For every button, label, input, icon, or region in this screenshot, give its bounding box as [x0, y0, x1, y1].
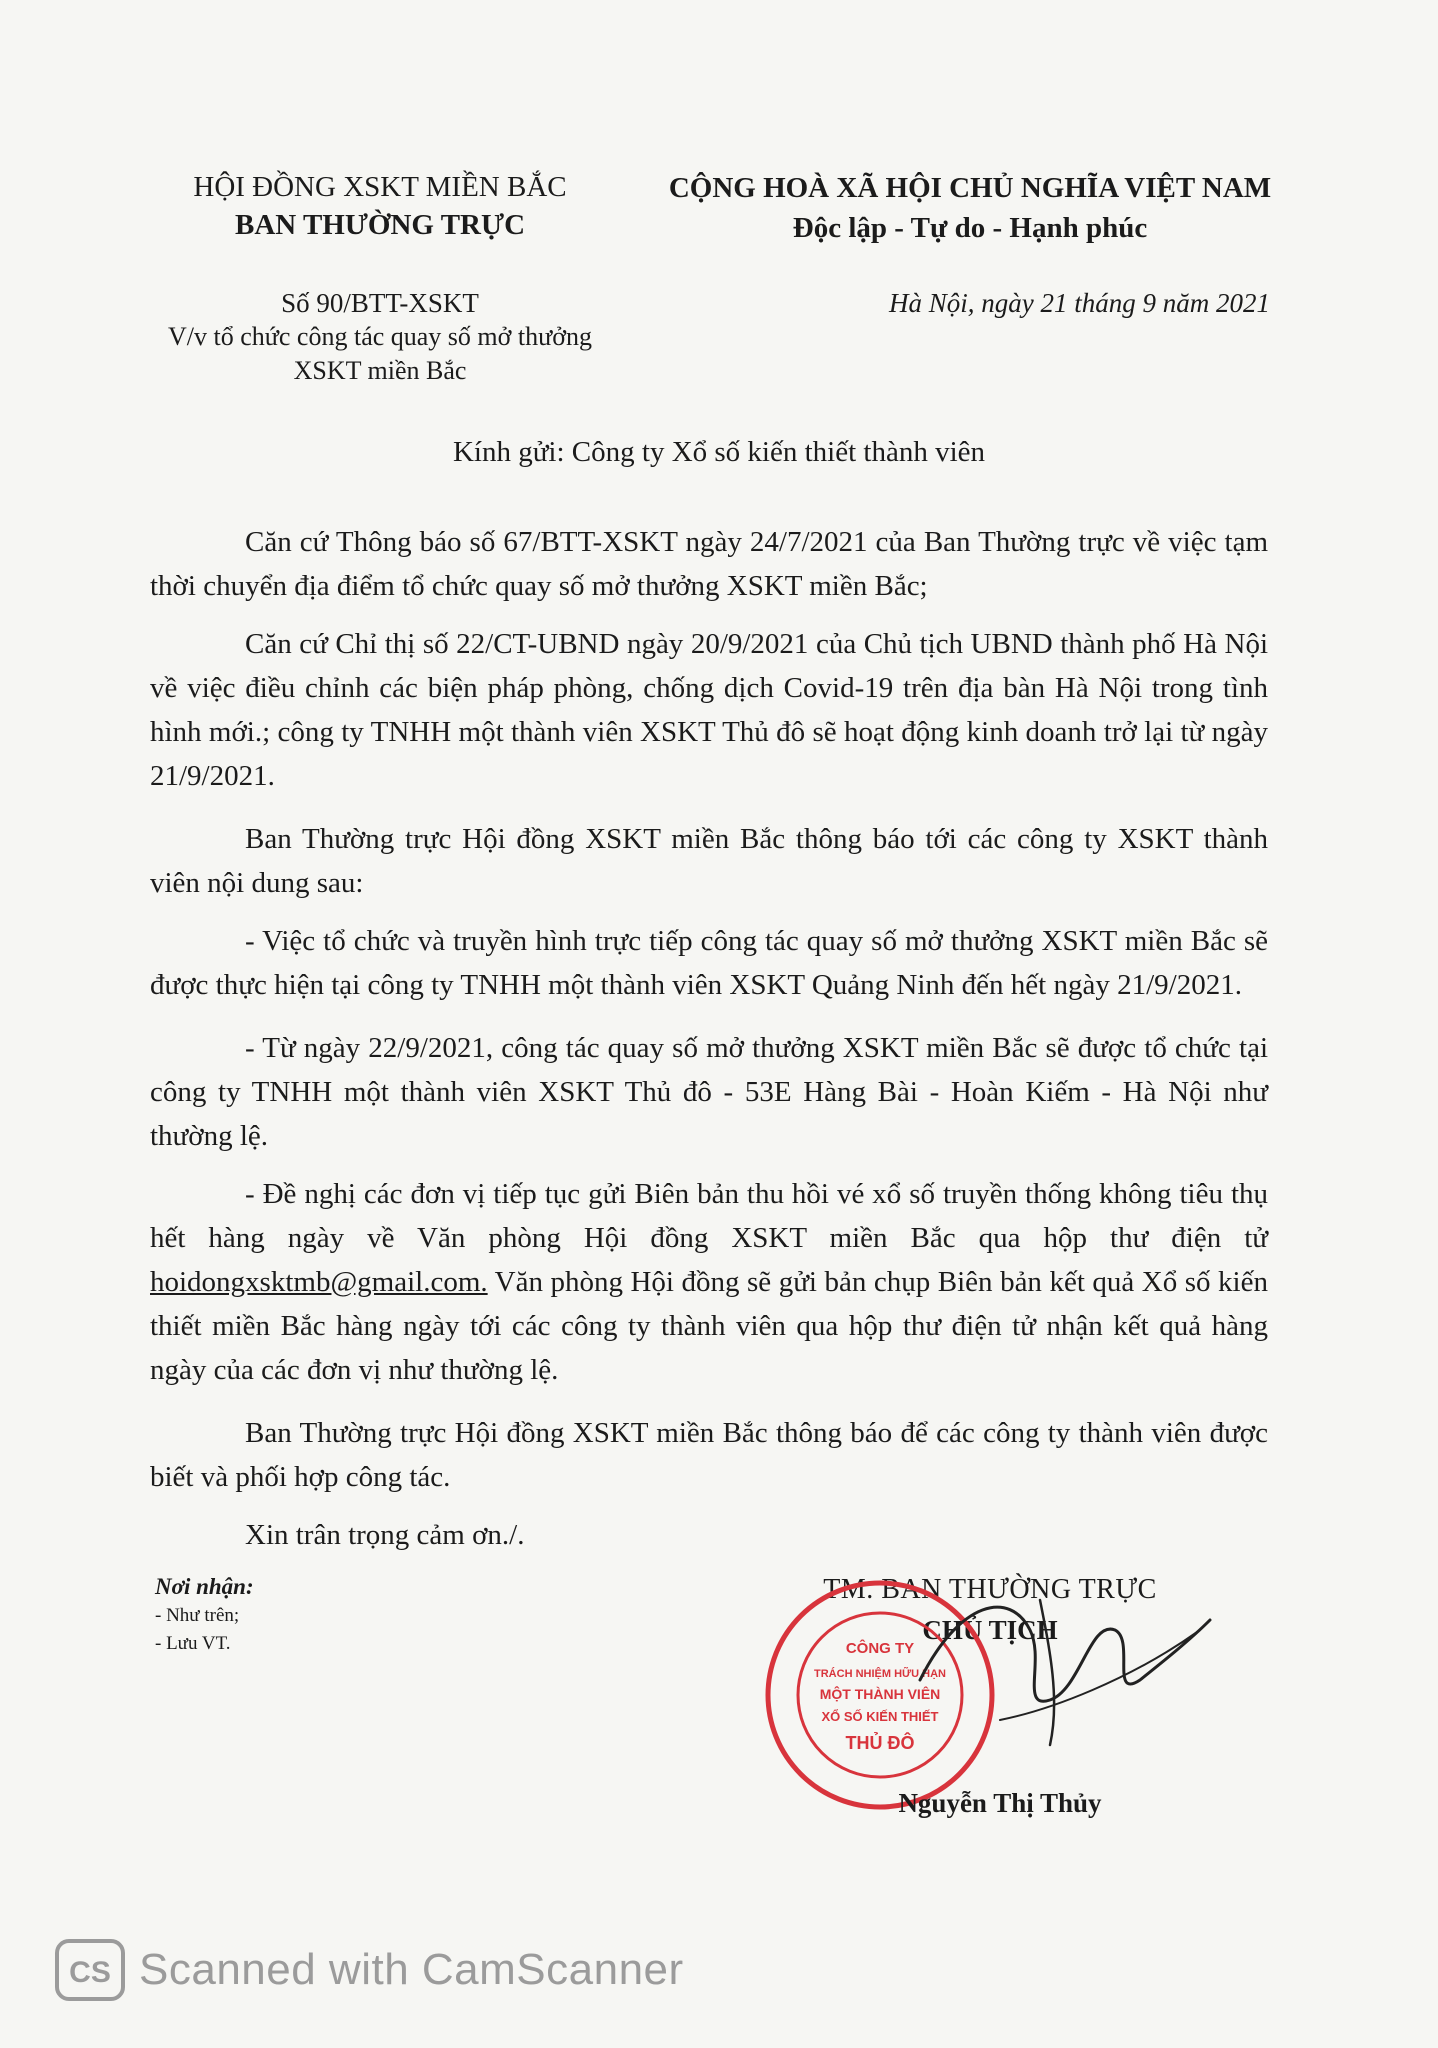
place-date: Hà Nội, ngày 21 tháng 9 năm 2021 — [889, 288, 1270, 318]
signature-position: CHỦ TỊCH — [922, 1615, 1058, 1645]
svg-text:CS: CS — [69, 1956, 111, 1989]
national-heading — [640, 168, 1300, 320]
issuer-block — [150, 168, 610, 388]
seal-line-2: TRÁCH NHIỆM HỮU HẠN — [814, 1668, 946, 1680]
seal-line-4: XỔ SỐ KIẾN THIẾT — [821, 1709, 939, 1724]
recipient-item: - Như trên; — [155, 1605, 240, 1626]
national-motto: Độc lập - Tự do - Hạnh phúc — [792, 212, 1148, 244]
seal-line-5: THỦ ĐÔ — [845, 1733, 915, 1753]
subject-line-1: V/v tổ chức công tác quay số mở thưởng — [168, 322, 592, 351]
paragraph-5: - Từ ngày 22/9/2021, công tác quay số mở thưởng XSKT miền Bắc sẽ được tổ chức tại công ty TNHH một thành viên XSKT Thủ đô - 53E Hàng Bài - Hoàn Kiếm - Hà Nội như thường lệ. — [150, 1032, 1268, 1152]
addressee: Kính gửi: Công ty Xổ số kiến thiết thành viên — [452, 436, 986, 468]
signer-name: Nguyễn Thị Thủy — [898, 1788, 1102, 1818]
seal-line-1: CÔNG TY — [845, 1640, 915, 1657]
issuer-org: HỘI ĐỒNG XSKT MIỀN BẮC — [193, 171, 567, 203]
camscanner-logo-icon — [55, 1939, 125, 2001]
paragraph-4: - Việc tổ chức và truyền hình trực tiếp công tác quay số mở thưởng XSKT miền Bắc sẽ được thực hiện tại công ty TNHH một thành viên XSKT Quảng Ninh đến hết ngày 21/9/2021. — [150, 925, 1268, 1001]
letter-body — [150, 520, 1268, 1576]
paragraph-1: Căn cứ Thông báo số 67/BTT-XSKT ngày 24/7/2021 của Ban Thường trực về việc tạm thời chuyển địa điểm tổ chức quay số mở thưởng XSKT miền Bắc; — [150, 526, 1268, 602]
paragraph-8: Xin trân trọng cảm ơn./. — [245, 1519, 525, 1551]
paragraph-2: Căn cứ Chỉ thị số 22/CT-UBND ngày 20/9/2021 của Chủ tịch UBND thành phố Hà Nội về việc điều chỉnh các biện pháp phòng, chống dịch Covid-19 trên địa bàn Hà Nội trong tình hình mới.; công ty TNHH một thành viên XSKT Thủ đô sẽ hoạt động kinh doanh trở lại từ ngày 21/9/2021. — [150, 628, 1268, 792]
paragraph-6-end: Văn phòng Hội đồng sẽ gửi bản chụp Biên bản kết quả Xổ số kiến thiết miền Bắc hàng ngày tới các công ty thành viên qua hộp thư điện tử nhận kết quả hàng ngày của các đơn vị như thường lệ. — [150, 1266, 1268, 1386]
subject-line-2: XSKT miền Bắc — [293, 356, 467, 385]
issuer-dept: BAN THƯỜNG TRỰC — [234, 209, 526, 241]
camscanner-watermark — [55, 1935, 684, 2005]
nation-title: CỘNG HOÀ XÃ HỘI CHỦ NGHĨA VIỆT NAM — [668, 172, 1272, 204]
recipients-label: Nơi nhận: — [155, 1574, 254, 1599]
email-link[interactable]: hoidongxsktmb@gmail.com. — [150, 1266, 488, 1298]
paragraph-6-start: - Đề nghị các đơn vị tiếp tục gửi Biên bản thu hồi vé xổ số truyền thống không tiêu thụ hết hàng ngày về Văn phòng Hội đồng XSKT miền Bắc qua hộp thư điện tử — [150, 1178, 1268, 1254]
recipients-block — [155, 1572, 254, 1658]
paragraph-6 — [150, 1172, 1268, 1392]
paragraph-3: Ban Thường trực Hội đồng XSKT miền Bắc thông báo tới các công ty XSKT thành viên nội dung sau: — [150, 823, 1268, 899]
handwritten-signature — [900, 1560, 1220, 1760]
signature-title: TM. BAN THƯỜNG TRỰC — [823, 1574, 1157, 1605]
paragraph-7: Ban Thường trực Hội đồng XSKT miền Bắc thông báo để các công ty thành viên được biết và phối hợp công tác. — [150, 1417, 1268, 1493]
watermark-text: Scanned with CamScanner — [139, 1945, 684, 1994]
seal-line-3: MỘT THÀNH VIÊN — [819, 1686, 941, 1702]
recipient-item: - Lưu VT. — [155, 1633, 231, 1654]
document-number: Số 90/BTT-XSKT — [281, 288, 479, 318]
